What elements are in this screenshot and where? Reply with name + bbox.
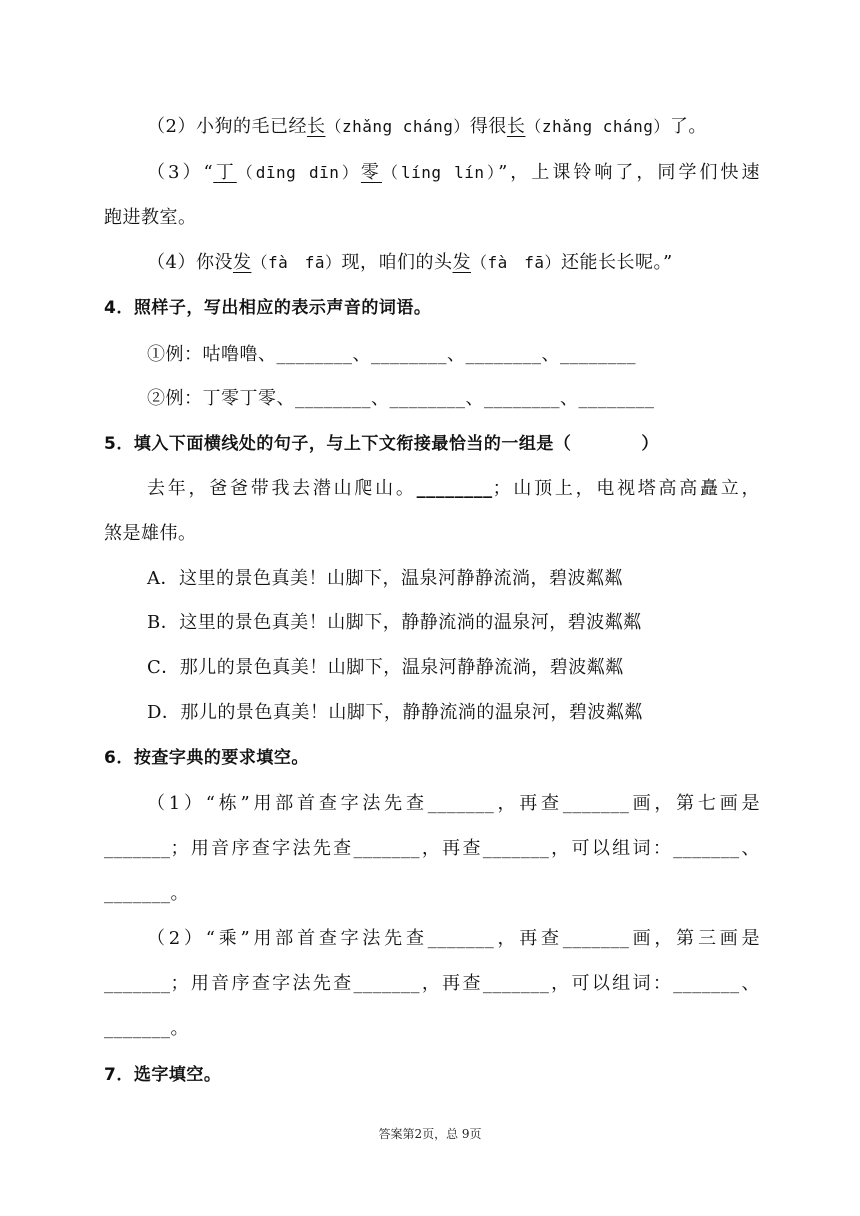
q6-item-1-line-2: _______；用音序查字法先查_______，再查_______，可以组词：_______、 [104,838,760,859]
pinyin-choice: （fà fā） [471,253,562,272]
text: 现，咱们的头 [341,252,453,273]
q3-item-3-cont: 跑进教室。 [104,207,197,228]
q6-item-1-line-1: （1）“栋”用部首查字法先查_______，再查_______画，第七画是 [147,793,760,814]
pinyin-choice: （zhǎng cháng） [325,117,470,136]
underlined-char: 长 [306,116,326,137]
underlined-char: 发 [452,252,471,273]
text: （4）你没 [147,252,233,273]
pinyin-choice: （zhǎng cháng） [525,117,670,136]
text: （2）小狗的毛已经 [147,116,307,137]
underlined-char: 零 [360,162,382,183]
q6-item-1-line-3: _______。 [104,883,189,904]
q5-passage-cont: 煞是雄伟。 [104,523,197,544]
q3-item-3 [147,158,760,188]
underlined-char: 发 [232,252,252,273]
text: 了。 [669,116,707,137]
q6-item-2-line-3: _______。 [104,1018,189,1039]
text: （3）“ [147,162,214,183]
text: ；山顶上，电视塔高高矗立， [492,478,761,499]
q6-item-2-line-2: _______；用音序查字法先查_______，再查_______，可以组词：_______、 [104,973,760,994]
q6-heading: 6．按查字典的要求填空。 [104,748,309,768]
answer-blank: ________ [416,478,493,499]
q5-option-a: A．这里的景色真美！山脚下，温泉河静静流淌，碧波粼粼 [147,568,623,589]
q5-option-b: B．这里的景色真美！山脚下，静静流淌的温泉河，碧波粼粼 [147,612,642,633]
q6-item-2-line-1: （2）“乘”用部首查字法先查_______，再查_______画，第三画是 [147,928,760,949]
text: 还能长长呢。” [561,252,673,273]
q4-example-1: ①例：咕噜噜、________、________、________、________ [147,344,636,365]
q4-heading: 4．照样子，写出相应的表示声音的词语。 [104,298,432,318]
q5-passage [147,474,760,504]
q5-option-c: C．那儿的景色真美！山脚下，温泉河静静流淌，碧波粼粼 [147,657,624,678]
page-footer: 答案第2页，总 9页 [378,1127,482,1141]
text: 去年，爸爸带我去潜山爬山。 [147,478,417,499]
q5-option-d: D．那儿的景色真美！山脚下，静静流淌的温泉河，碧波粼粼 [147,702,643,723]
text: ”，上课铃响了，同学们快速 [498,162,761,183]
pinyin-choice: （líng lín） [381,163,499,182]
q3-item-4 [147,248,760,278]
q7-heading: 7．选字填空。 [104,1065,222,1085]
pinyin-choice: （fà fā） [251,253,342,272]
text: 得很 [469,116,507,137]
q3-item-2 [147,112,760,142]
q4-example-2: ②例：丁零丁零、________、________、________、________ [147,388,655,409]
underlined-char: 丁 [213,162,237,183]
q5-heading: 5．填入下面横线处的句子，与上下文衔接最恰当的一组是（ ） [104,434,659,454]
pinyin-choice: （dīng dīn） [236,163,361,182]
underlined-char: 长 [506,116,526,137]
